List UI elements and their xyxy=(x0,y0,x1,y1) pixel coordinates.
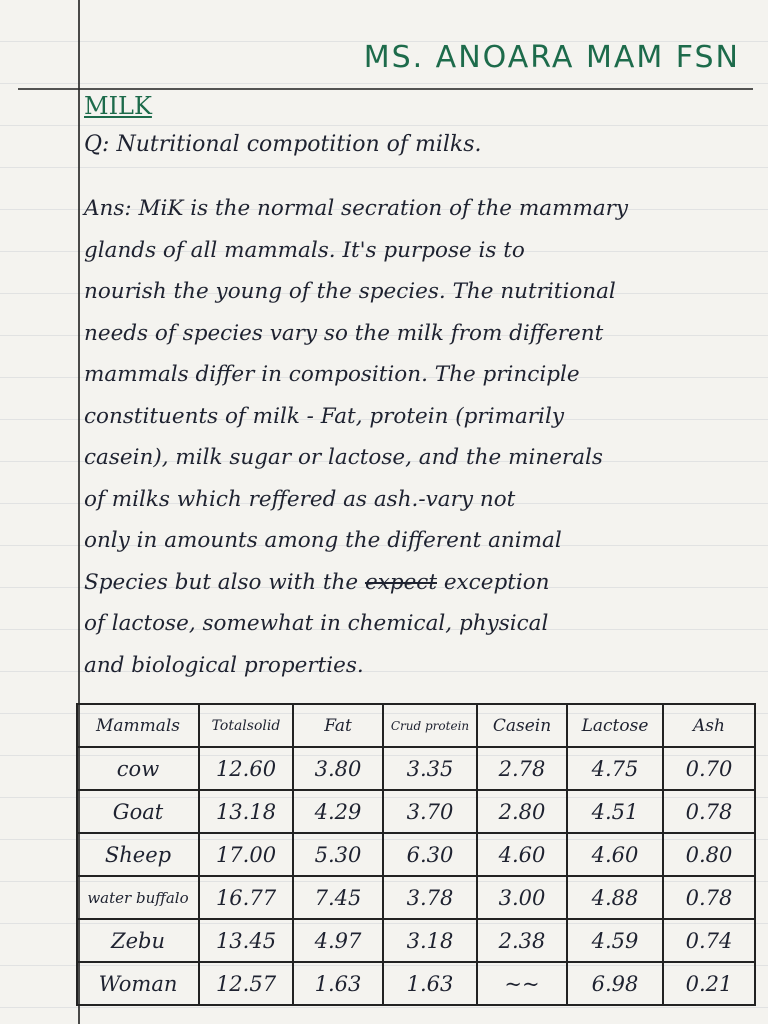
value-cell: 3.35 xyxy=(383,747,477,790)
table-row xyxy=(77,919,755,962)
column-header: Totalsolid xyxy=(199,704,293,747)
value-cell: 12.57 xyxy=(199,962,293,1005)
value-cell: 0.78 xyxy=(663,876,755,919)
value-cell: 5.30 xyxy=(293,833,383,876)
value-cell: 4.88 xyxy=(567,876,663,919)
value-cell: 12.60 xyxy=(199,747,293,790)
struck-word: expect xyxy=(364,569,437,595)
column-header: Lactose xyxy=(567,704,663,747)
animal-cell: Goat xyxy=(77,790,199,833)
animal-cell: Sheep xyxy=(77,833,199,876)
answer-line: nourish the young of the species. The nutritional xyxy=(84,279,616,304)
value-cell: 4.97 xyxy=(293,919,383,962)
page-header: MS. ANOARA MAM FSN xyxy=(363,40,740,75)
value-cell: 4.60 xyxy=(567,833,663,876)
answer-line: and biological properties. xyxy=(84,652,364,678)
value-cell: 0.78 xyxy=(663,790,755,833)
value-cell: 4.59 xyxy=(567,919,663,962)
value-cell: 1.63 xyxy=(293,962,383,1005)
column-header: Casein xyxy=(477,704,567,747)
value-cell: 2.78 xyxy=(477,747,567,790)
value-cell: 2.38 xyxy=(477,919,567,962)
value-cell: 3.78 xyxy=(383,876,477,919)
answer-line: constituents of milk - Fat, protein (primarily xyxy=(84,403,564,429)
answer-line-end: exception xyxy=(437,569,550,595)
value-cell: 0.21 xyxy=(663,962,755,1005)
value-cell: 2.80 xyxy=(477,790,567,833)
value-cell: 6.98 xyxy=(567,962,663,1005)
table-row xyxy=(77,747,755,790)
answer-line xyxy=(84,562,754,604)
value-cell: 4.60 xyxy=(477,833,567,876)
topic-title: MILK xyxy=(84,92,152,120)
column-header: Ash xyxy=(663,704,755,747)
animal-cell: cow xyxy=(77,747,199,790)
value-cell: 3.00 xyxy=(477,876,567,919)
milk-composition-table xyxy=(76,703,756,1006)
answer-line: glands of all mammals. It's purpose is to xyxy=(84,237,525,263)
value-cell: 3.70 xyxy=(383,790,477,833)
animal-cell: Zebu xyxy=(77,919,199,962)
value-cell: 1.63 xyxy=(383,962,477,1005)
value-cell: 13.18 xyxy=(199,790,293,833)
answer-line: of lactose, somewhat in chemical, physical xyxy=(84,611,549,636)
answer-line-start: Species but also with the xyxy=(84,569,365,595)
value-cell: 16.77 xyxy=(199,876,293,919)
table-row xyxy=(77,790,755,833)
value-cell: 6.30 xyxy=(383,833,477,876)
table-header-row xyxy=(77,704,755,747)
value-cell: 13.45 xyxy=(199,919,293,962)
value-cell: ~~ xyxy=(477,962,567,1005)
value-cell: 3.18 xyxy=(383,919,477,962)
table-row xyxy=(77,876,755,919)
value-cell: 17.00 xyxy=(199,833,293,876)
value-cell: 0.70 xyxy=(663,747,755,790)
value-cell: 0.74 xyxy=(663,919,755,962)
answer-line: Ans: MiK is the normal secration of the mammary xyxy=(84,196,629,221)
value-cell: 3.80 xyxy=(293,747,383,790)
header-rule xyxy=(18,88,753,90)
answer-line: of milks which reffered as ash.-vary not xyxy=(84,486,516,512)
value-cell: 4.51 xyxy=(567,790,663,833)
animal-cell: water buffalo xyxy=(77,876,199,919)
value-cell: 4.29 xyxy=(293,790,383,833)
table-row xyxy=(77,833,755,876)
question-text: Q: Nutritional compotition of milks. xyxy=(84,132,482,157)
answer-paragraph xyxy=(84,188,754,686)
value-cell: 4.75 xyxy=(567,747,663,790)
answer-line: needs of species vary so the milk from different xyxy=(84,320,604,346)
answer-line: only in amounts among the different animal xyxy=(84,528,562,553)
value-cell: 7.45 xyxy=(293,876,383,919)
value-cell: 0.80 xyxy=(663,833,755,876)
column-header: Fat xyxy=(293,704,383,747)
column-header: Mammals xyxy=(77,704,199,747)
animal-cell: Woman xyxy=(77,962,199,1005)
column-header: Crud protein xyxy=(383,704,477,747)
table-row xyxy=(77,962,755,1005)
answer-line: mammals differ in composition. The principle xyxy=(84,362,580,387)
answer-line: casein), milk sugar or lactose, and the minerals xyxy=(84,445,603,470)
